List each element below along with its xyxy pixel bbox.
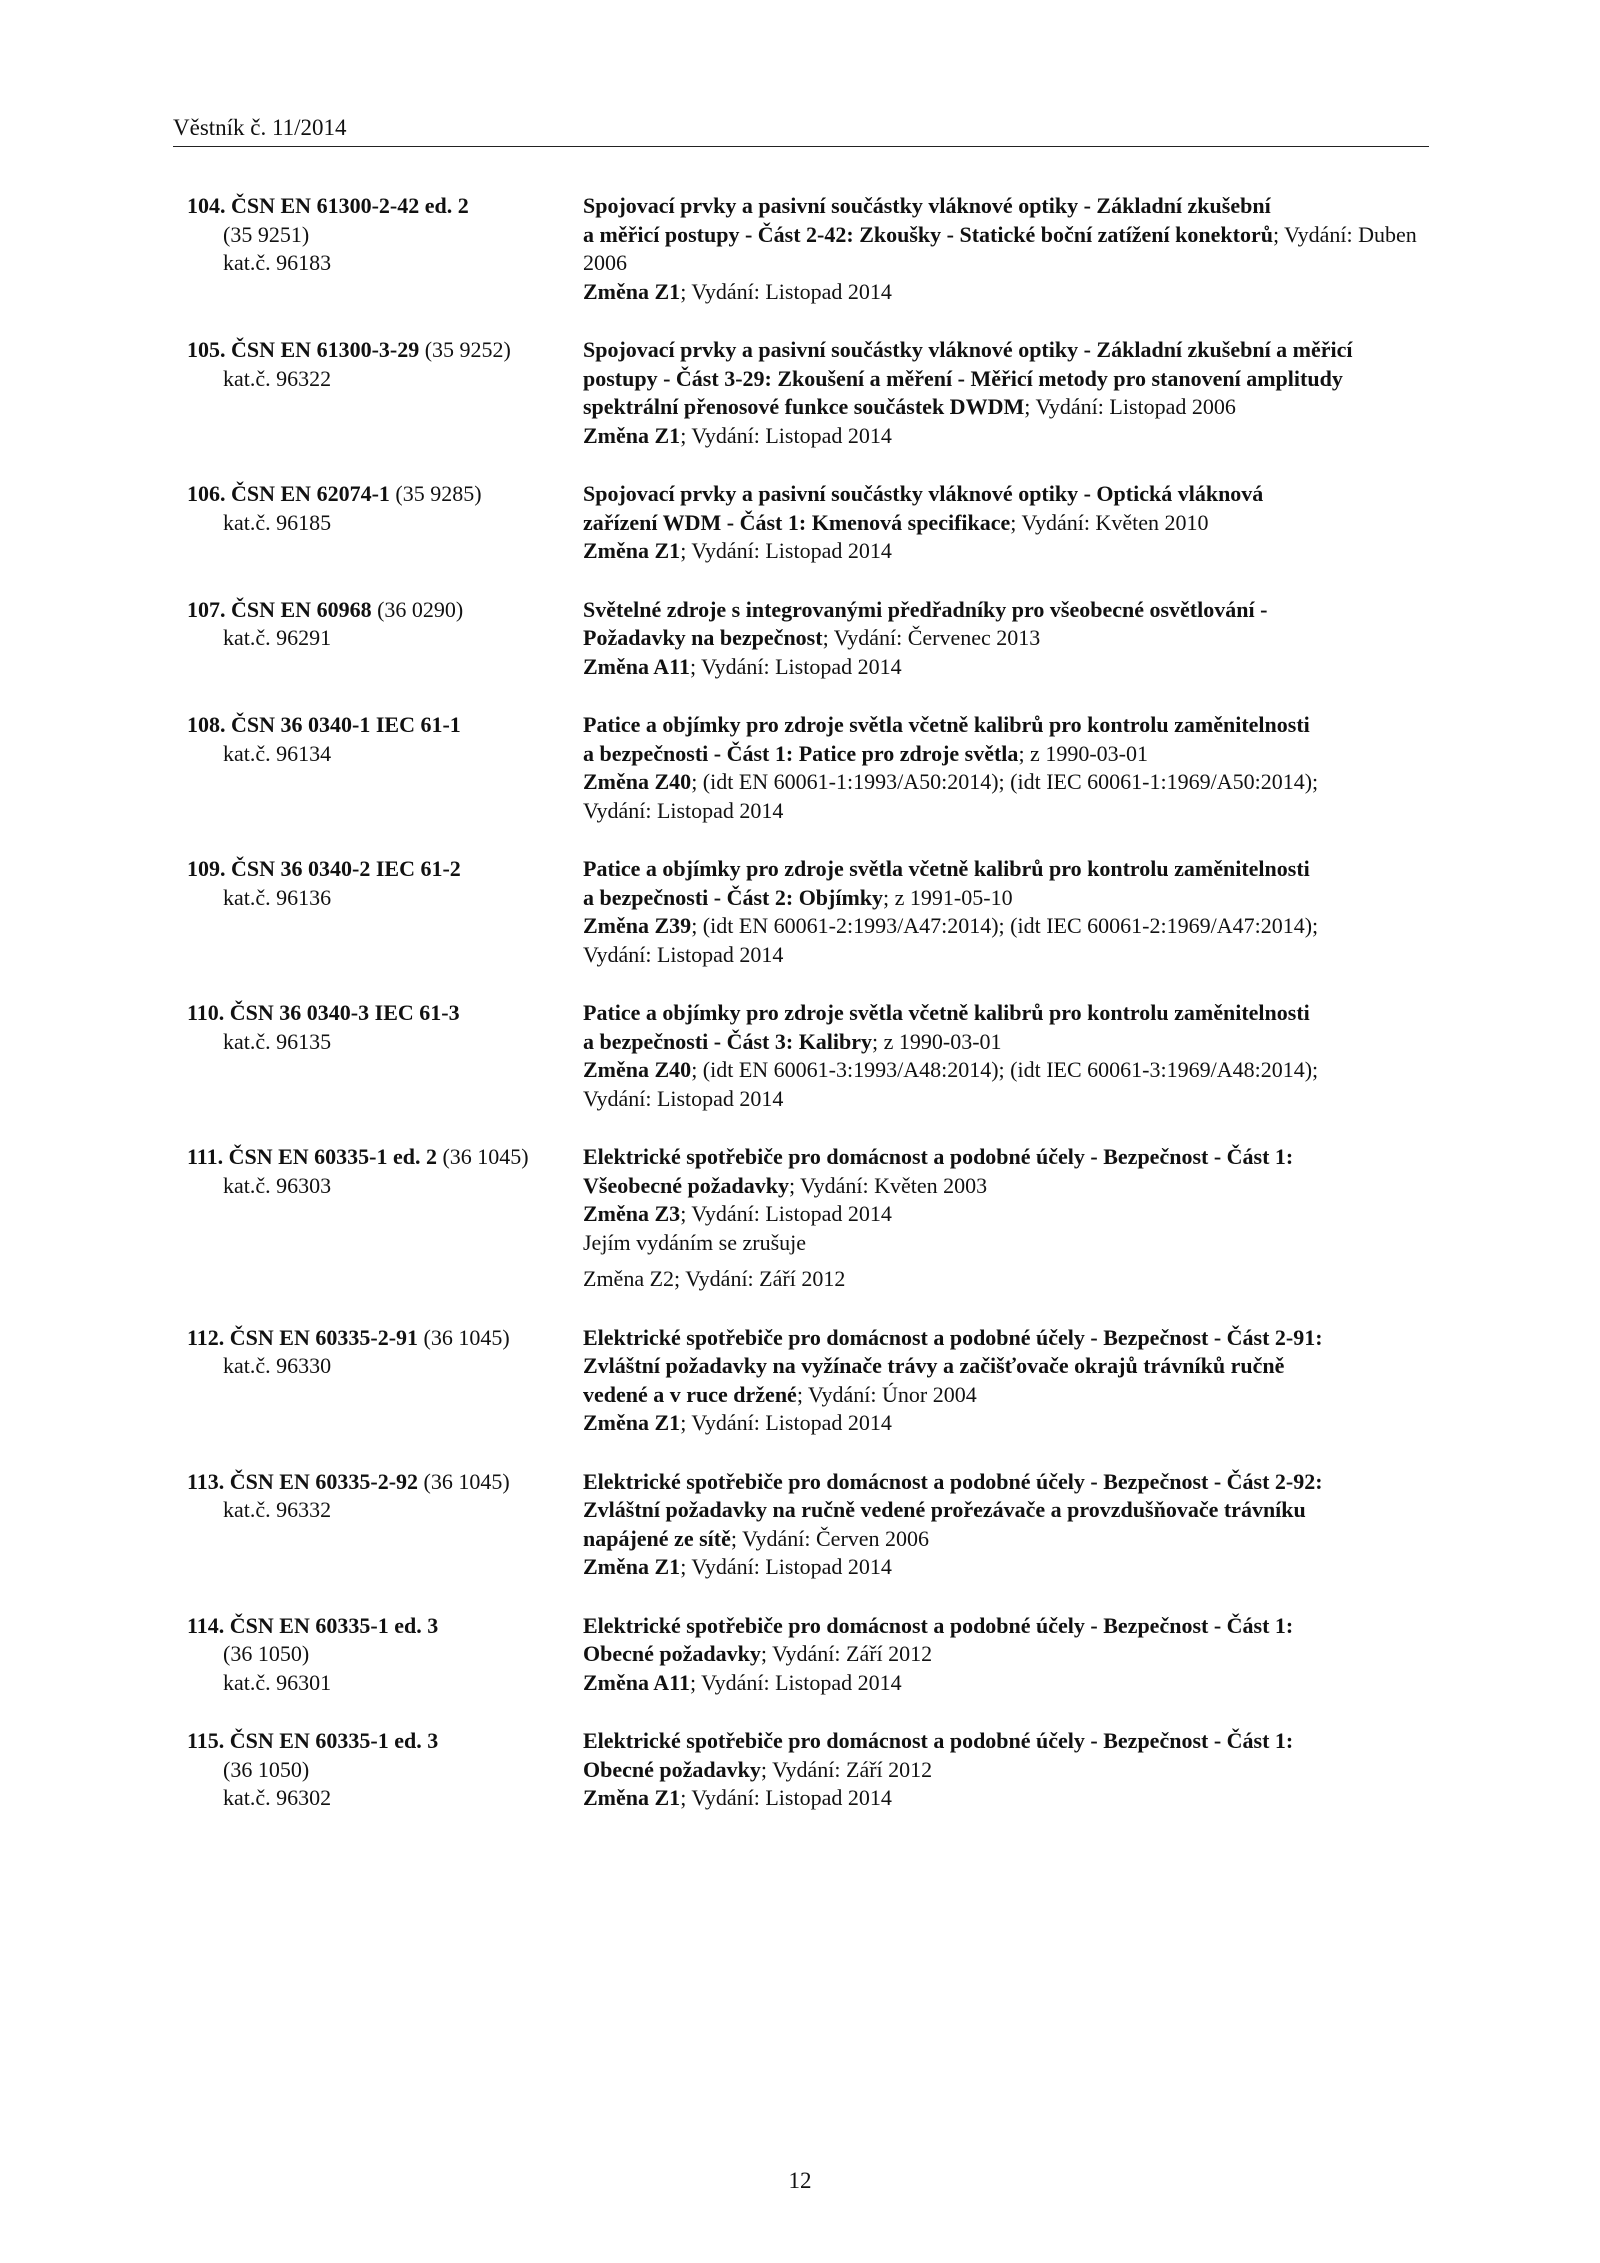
title-text: Elektrické spotřebiče pro domácnost a podobné účely - Bezpečnost - Část 1: (583, 1728, 1294, 1753)
classification-number: (36 1045) (418, 1324, 510, 1350)
amendment-issue-date: Vydání: Listopad 2014 (583, 1085, 784, 1111)
title-line (583, 711, 1437, 740)
amendment-line (583, 537, 1437, 566)
amendment-code: Změna Z1 (583, 1410, 681, 1435)
title-text: Všeobecné požadavky (583, 1172, 789, 1198)
amendment-details: ; Vydání: Listopad 2014 (680, 278, 892, 304)
entry-code-line (187, 480, 583, 509)
entry-identifier (187, 855, 583, 969)
title-text: Patice a objímky pro zdroje světla včetně kalibrů pro kontrolu zaměnitelnosti (583, 712, 1310, 737)
title-text: Patice a objímky pro zdroje světla včetně kalibrů pro kontrolu zaměnitelnosti (583, 856, 1310, 881)
amendment-details: ; Vydání: Listopad 2014 (680, 1554, 892, 1579)
title-line (583, 509, 1437, 538)
entry-code-line (187, 596, 583, 625)
entry-code-line (187, 1727, 583, 1756)
entry-description (583, 855, 1437, 969)
title-text: Obecné požadavky (583, 1756, 761, 1782)
entry-number: 112. (187, 1324, 225, 1350)
title-line (583, 1028, 1437, 1057)
title-text: Elektrické spotřebiče pro domácnost a podobné účely - Bezpečnost - Část 2-92: (583, 1468, 1323, 1494)
standard-code: ČSN EN 60335-1 ed. 3 (229, 1612, 439, 1638)
title-text: zařízení WDM - Část 1: Kmenová specifikace (583, 509, 1011, 535)
title-line (583, 365, 1437, 394)
title-line (583, 1525, 1437, 1554)
standard-code: ČSN EN 61300-2-42 ed. 2 (231, 193, 469, 218)
standard-entry (187, 999, 1437, 1113)
amendment-details: ; Vydání: Listopad 2014 (680, 538, 892, 563)
standard-entry (187, 711, 1437, 825)
title-text: Obecné požadavky (583, 1641, 761, 1666)
amendment-code: Změna Z1 (583, 1785, 681, 1810)
title-text: Patice a objímky pro zdroje světla včetně kalibrů pro kontrolu zaměnitelnosti (583, 1000, 1310, 1025)
title-line (583, 1756, 1437, 1785)
amendment-line (583, 912, 1437, 941)
entry-number: 114. (187, 1612, 225, 1638)
title-line (583, 1324, 1437, 1353)
title-text: Spojovací prvky a pasivní součástky vláknové optiky - Základní zkušební a měřicí (583, 337, 1353, 362)
standard-entry (187, 1143, 1437, 1294)
withdrawal-note: Jejím vydáním se zrušuje (583, 1229, 807, 1255)
entry-sub-line: kat.č. 96322 (223, 365, 332, 391)
amendment-details: ; (idt EN 60061-1:1993/A50:2014); (idt IEC 60061-1:1969/A50:2014); (691, 769, 1319, 794)
withdrawn-amendment: Změna Z2; Vydání: Září 2012 (583, 1266, 846, 1291)
title-line (583, 884, 1437, 913)
entry-identifier (187, 1727, 583, 1813)
title-text: a bezpečnosti - Část 2: Objímky (583, 884, 884, 910)
issue-date: ; Vydání: Červen 2006 (730, 1525, 930, 1551)
classification-number: (35 9252) (419, 337, 511, 362)
entry-number: 105. (187, 337, 226, 362)
standard-code: ČSN EN 60335-2-91 (229, 1324, 419, 1350)
amendment-line (583, 1669, 1437, 1698)
issue-date: ; z 1991-05-10 (883, 884, 1013, 910)
issue-date: ; Vydání: Květen 2010 (1010, 509, 1209, 535)
amendment-code: Změna Z40 (583, 1057, 692, 1082)
standards-list (187, 192, 1437, 1843)
entry-number: 111. (187, 1144, 224, 1169)
amendment-details: ; Vydání: Listopad 2014 (689, 653, 902, 679)
standard-code: ČSN EN 60335-2-92 (229, 1468, 419, 1494)
title-line (583, 740, 1437, 769)
entry-code-line (187, 336, 583, 365)
standard-entry (187, 336, 1437, 450)
title-text: a měřicí postupy - Část 2-42: Zkoušky - Statické boční zatížení konektorů (583, 221, 1273, 247)
amendment-code: Změna A11 (583, 1669, 690, 1695)
title-text: spektrální přenosové funkce součástek DWDM (583, 394, 1025, 419)
entry-sub-line: kat.č. 96185 (223, 509, 332, 535)
standard-entry (187, 480, 1437, 566)
title-text: a bezpečnosti - Část 1: Patice pro zdroje světla (583, 740, 1019, 766)
title-line (583, 1640, 1437, 1669)
entry-code-line (187, 192, 583, 221)
entry-identifier (187, 336, 583, 450)
title-line (583, 221, 1437, 278)
entry-number: 106. (187, 481, 226, 506)
standard-code: ČSN EN 60968 (231, 596, 372, 622)
title-text: Spojovací prvky a pasivní součástky vláknové optiky - Optická vláknová (583, 481, 1264, 506)
page-number: 12 (788, 2168, 812, 2193)
title-line (583, 480, 1437, 509)
entry-sub-line: (36 1050) (223, 1641, 310, 1666)
amendment-line (583, 1056, 1437, 1085)
amendment-code: Změna Z1 (583, 278, 681, 304)
amendment-details: ; Vydání: Listopad 2014 (689, 1669, 902, 1695)
amendment-line (583, 1553, 1437, 1582)
entry-sub-line: kat.č. 96136 (223, 884, 332, 910)
entry-description (583, 480, 1437, 566)
entry-number: 107. (187, 596, 226, 622)
entry-sub-line: kat.č. 96291 (223, 625, 332, 650)
amendment-issue-date: Vydání: Listopad 2014 (583, 941, 784, 967)
amendment-code: Změna Z1 (583, 538, 681, 563)
amendment-details: ; (idt EN 60061-3:1993/A48:2014); (idt IEC 60061-3:1969/A48:2014); (691, 1057, 1319, 1082)
amendment-details: ; Vydání: Listopad 2014 (680, 1785, 892, 1810)
title-line (583, 1496, 1437, 1525)
entry-identifier (187, 711, 583, 825)
standard-code: ČSN EN 62074-1 (231, 481, 390, 506)
amendment-code: Změna Z3 (583, 1201, 681, 1226)
title-text: Zvláštní požadavky na vyžínače trávy a začišťovače okrajů trávníků ručně (583, 1353, 1285, 1378)
entry-number: 115. (187, 1728, 225, 1753)
issue-date: ; Vydání: Duben 2006 (583, 221, 1417, 275)
entry-code-line (187, 1468, 583, 1497)
title-line (583, 1143, 1437, 1172)
title-line (583, 1172, 1437, 1201)
title-line (583, 999, 1437, 1028)
standard-code: ČSN 36 0340-3 IEC 61-3 (229, 1000, 460, 1025)
title-text: vedené a v ruce držené (583, 1381, 797, 1407)
amendment-line (583, 422, 1437, 451)
amendment-details: ; Vydání: Listopad 2014 (680, 1410, 892, 1435)
entry-code-line (187, 855, 583, 884)
title-text: Elektrické spotřebiče pro domácnost a podobné účely - Bezpečnost - Část 1: (583, 1612, 1294, 1638)
standard-code: ČSN EN 60335-1 ed. 3 (229, 1728, 439, 1753)
title-text: Požadavky na bezpečnost (583, 625, 823, 650)
title-line (583, 596, 1437, 625)
entry-description (583, 336, 1437, 450)
entry-number: 110. (187, 1000, 225, 1025)
standard-code: ČSN 36 0340-1 IEC 61-1 (231, 712, 461, 737)
standard-code: ČSN EN 61300-3-29 (231, 337, 420, 362)
entry-sub-line: (36 1050) (223, 1756, 310, 1782)
entry-identifier (187, 480, 583, 566)
amendment-code: Změna Z1 (583, 1554, 681, 1579)
page-header (173, 113, 1429, 147)
issue-date: ; Vydání: Únor 2004 (796, 1381, 977, 1407)
standard-entry (187, 192, 1437, 306)
entry-number: 104. (187, 193, 226, 218)
amendment-issue-date: Vydání: Listopad 2014 (583, 797, 784, 823)
title-line (583, 1381, 1437, 1410)
issue-date: ; Vydání: Květen 2003 (788, 1172, 988, 1198)
journal-title: Věstník č. 11/2014 (173, 115, 347, 140)
amendment-code: Změna Z39 (583, 913, 692, 938)
entry-description (583, 1612, 1437, 1698)
entry-identifier (187, 1468, 583, 1582)
entry-identifier (187, 999, 583, 1113)
entry-description (583, 711, 1437, 825)
amendment-details: ; Vydání: Listopad 2014 (680, 1201, 892, 1226)
classification-number: (36 0290) (371, 596, 464, 622)
standard-code: ČSN EN 60335-1 ed. 2 (228, 1144, 437, 1169)
issue-date: ; Vydání: Září 2012 (760, 1641, 933, 1666)
amendment-line (583, 1200, 1437, 1229)
entry-code-line (187, 1612, 583, 1641)
entry-identifier (187, 192, 583, 306)
entry-sub-line: kat.č. 96135 (223, 1028, 332, 1054)
title-line (583, 1352, 1437, 1381)
issue-date: ; Vydání: Listopad 2006 (1024, 394, 1236, 419)
issue-date: ; Vydání: Září 2012 (760, 1756, 933, 1782)
entry-code-line (187, 1324, 583, 1353)
entry-description (583, 1727, 1437, 1813)
entry-code-line (187, 999, 583, 1028)
amendment-line (583, 1409, 1437, 1438)
title-line (583, 393, 1437, 422)
entry-sub-line: kat.č. 96332 (223, 1497, 332, 1522)
title-text: Zvláštní požadavky na ručně vedené prořezávače a provzdušňovače trávníku (583, 1497, 1306, 1522)
amendment-details: ; Vydání: Listopad 2014 (680, 422, 892, 448)
entry-identifier (187, 1324, 583, 1438)
issue-date: ; z 1990-03-01 (1018, 740, 1148, 766)
entry-number: 109. (187, 856, 226, 881)
title-text: a bezpečnosti - Část 3: Kalibry (583, 1028, 873, 1054)
standard-entry (187, 596, 1437, 682)
entry-identifier (187, 596, 583, 682)
entry-number: 108. (187, 712, 226, 737)
title-text: Elektrické spotřebiče pro domácnost a podobné účely - Bezpečnost - Část 2-91: (583, 1324, 1323, 1350)
amendment-line (583, 653, 1437, 682)
entry-description (583, 192, 1437, 306)
amendment-details: ; (idt EN 60061-2:1993/A47:2014); (idt IEC 60061-2:1969/A47:2014); (691, 913, 1319, 938)
title-text: napájené ze sítě (583, 1525, 731, 1551)
entry-description (583, 596, 1437, 682)
entry-sub-line: kat.č. 96302 (223, 1785, 332, 1810)
entry-identifier (187, 1612, 583, 1698)
entry-code-line (187, 711, 583, 740)
amendment-code: Změna A11 (583, 653, 690, 679)
title-line (583, 1727, 1437, 1756)
entry-sub-line: kat.č. 96303 (223, 1172, 332, 1198)
title-text: Spojovací prvky a pasivní součástky vláknové optiky - Základní zkušební (583, 193, 1271, 218)
title-text: Světelné zdroje s integrovanými předřadníky pro všeobecné osvětlování - (583, 596, 1268, 622)
entry-sub-line: kat.č. 96134 (223, 740, 332, 766)
standard-entry (187, 855, 1437, 969)
title-line (583, 855, 1437, 884)
amendment-code: Změna Z40 (583, 769, 692, 794)
title-text: Elektrické spotřebiče pro domácnost a podobné účely - Bezpečnost - Část 1: (583, 1144, 1294, 1169)
entry-sub-line: (35 9251) (223, 221, 310, 247)
title-line (583, 1468, 1437, 1497)
entry-number: 113. (187, 1468, 225, 1494)
entry-sub-line: kat.č. 96330 (223, 1353, 332, 1378)
amendment-line (583, 768, 1437, 797)
title-line (583, 336, 1437, 365)
amendment-line (583, 278, 1437, 307)
entry-description (583, 1468, 1437, 1582)
standard-entry (187, 1612, 1437, 1698)
standard-entry (187, 1727, 1437, 1813)
entry-sub-line: kat.č. 96301 (223, 1669, 332, 1695)
issue-date: ; z 1990-03-01 (872, 1028, 1002, 1054)
title-line (583, 192, 1437, 221)
issue-date: ; Vydání: Červenec 2013 (822, 625, 1041, 650)
entry-code-line (187, 1143, 583, 1172)
standard-code: ČSN 36 0340-2 IEC 61-2 (231, 856, 461, 881)
classification-number: (36 1045) (418, 1468, 510, 1494)
entry-identifier (187, 1143, 583, 1294)
entry-description (583, 999, 1437, 1113)
entry-description (583, 1143, 1437, 1294)
classification-number: (36 1045) (436, 1144, 529, 1169)
standard-entry (187, 1468, 1437, 1582)
standard-entry (187, 1324, 1437, 1438)
amendment-code: Změna Z1 (583, 422, 681, 448)
entry-sub-line: kat.č. 96183 (223, 250, 332, 275)
entry-description (583, 1324, 1437, 1438)
title-line (583, 1612, 1437, 1641)
classification-number: (35 9285) (389, 481, 482, 506)
amendment-line (583, 1784, 1437, 1813)
title-text: postupy - Část 3-29: Zkoušení a měření - Měřicí metody pro stanovení amplitudy (583, 365, 1343, 391)
title-line (583, 624, 1437, 653)
